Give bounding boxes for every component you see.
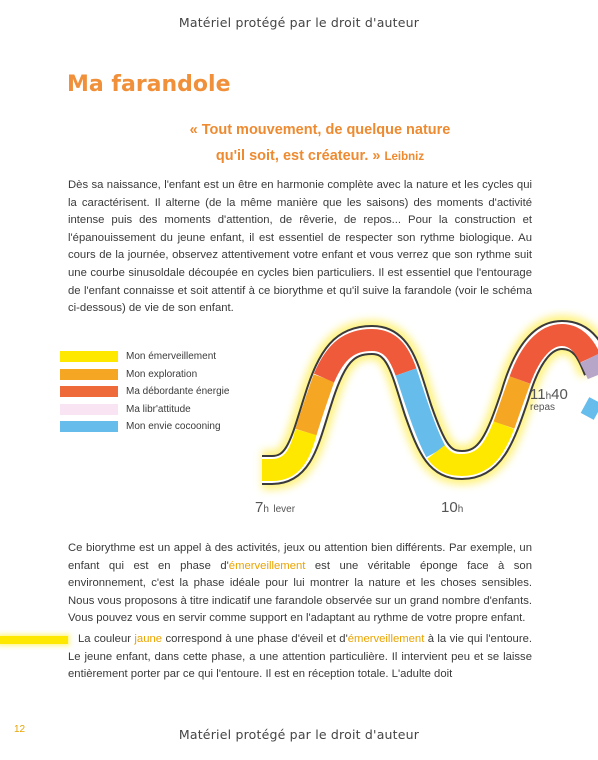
yellow-highlight-bar (0, 636, 68, 644)
p3-c: à la vie qui l'entoure. Le jeune enfant, dans cette phase, a une attention particulière. Il intervient peu et se laisse entièrement porter par ce qui l'entoure. Il est en réception totale. L'adulte doit (68, 633, 533, 681)
time-label-7h (255, 499, 295, 517)
wave-purple-end (590, 358, 598, 375)
diagram-legend (60, 348, 229, 436)
legend-label: Mon exploration (126, 368, 198, 380)
p3-highlight-1: jaune (134, 633, 163, 645)
wave-blue-end (585, 405, 598, 412)
p3-highlight-2: émerveillement (347, 633, 425, 645)
body-paragraph-2 (68, 540, 532, 628)
p3-b: correspond à une phase d'éveil et d' (162, 633, 348, 645)
time-7-hour: 7 (255, 499, 264, 516)
legend-label: Mon envie cocooning (126, 421, 221, 433)
time-label-10h (441, 499, 463, 517)
time-label-11h40 (530, 386, 568, 413)
time-11-label: repas (530, 402, 556, 413)
copyright-watermark-top: Matériel protégé par le droit d'auteur (178, 15, 420, 30)
quote-line-2-text: qu'il soit, est créateur. » (215, 148, 381, 164)
page-title: Ma farandole (67, 72, 231, 97)
body-paragraph-3 (68, 631, 532, 684)
legend-item (60, 401, 229, 419)
p2-after: est une véritable éponge face à son environnement, c'est la phase idéale pour lui montrer la nature et les choses sensibles. Nous vous proposons à titre indicatif une farandole observée sur un grand nombre d'enfants. Vous pouvez vous en servir comme support en l'adaptant au rythme de votre propre enfant. (68, 559, 532, 625)
legend-item (60, 366, 229, 384)
copyright-watermark-bottom: Matériel protégé par le droit d'auteur (178, 727, 420, 742)
time-7-unit: h (263, 504, 269, 515)
time-11-unit: h (545, 391, 552, 402)
legend-swatch-pink (60, 404, 118, 415)
p3-a: La couleur (78, 633, 135, 645)
legend-label: Ma débordante énergie (126, 386, 230, 398)
intro-paragraph: Dès sa naissance, l'enfant est un être en harmonie complète avec la nature et les cycles qui la caractérisent. Il alterne (de la même manière que les saisons) des moments d'activité intense puis des moments d'attention, de rêverie, de repos... Pour la construction et l'épanouissement du jeune enfant, il est essentiel de respecter son rythme biologique. Au cours de la journée, observez attentivement votre enfant et vous verrez que son rythme suit une courbe sinusoldale découpée en cycles bien particuliers. Il est essentiel que l'entourage de l'enfant connaisse et soit attentif à ce biorythme et qu'il suive la farandole (voir le schéma ci-dessous) de vie de son enfant. (68, 179, 532, 315)
legend-item (60, 383, 229, 401)
legend-swatch-orange (60, 369, 118, 380)
legend-label: Ma libr'attitude (126, 403, 191, 415)
page-number: 12 (14, 724, 26, 735)
wave-orange-2 (504, 380, 520, 425)
quote-line-1: « Tout mouvement, de quelque nature (189, 122, 451, 138)
legend-item (60, 418, 229, 436)
p2-highlight: émerveillement (228, 559, 306, 572)
time-10-unit: h (457, 504, 464, 515)
legend-swatch-red (60, 386, 118, 397)
legend-swatch-yellow (60, 351, 118, 362)
quote-author: Leibniz (384, 151, 425, 163)
time-10-hour: 10 (441, 499, 458, 516)
legend-label: Mon émerveillement (126, 351, 217, 363)
time-7-label: lever (273, 504, 296, 515)
time-11-hour: 11 (530, 386, 546, 403)
p2-before: Ce biorythme est un appel à des activités, jeux ou attention bien différents. Par exemple, un enfant qui est en phase d' (68, 542, 532, 572)
legend-swatch-blue (60, 421, 118, 432)
legend-item (60, 348, 229, 366)
time-11-minutes: 40 (551, 386, 568, 403)
